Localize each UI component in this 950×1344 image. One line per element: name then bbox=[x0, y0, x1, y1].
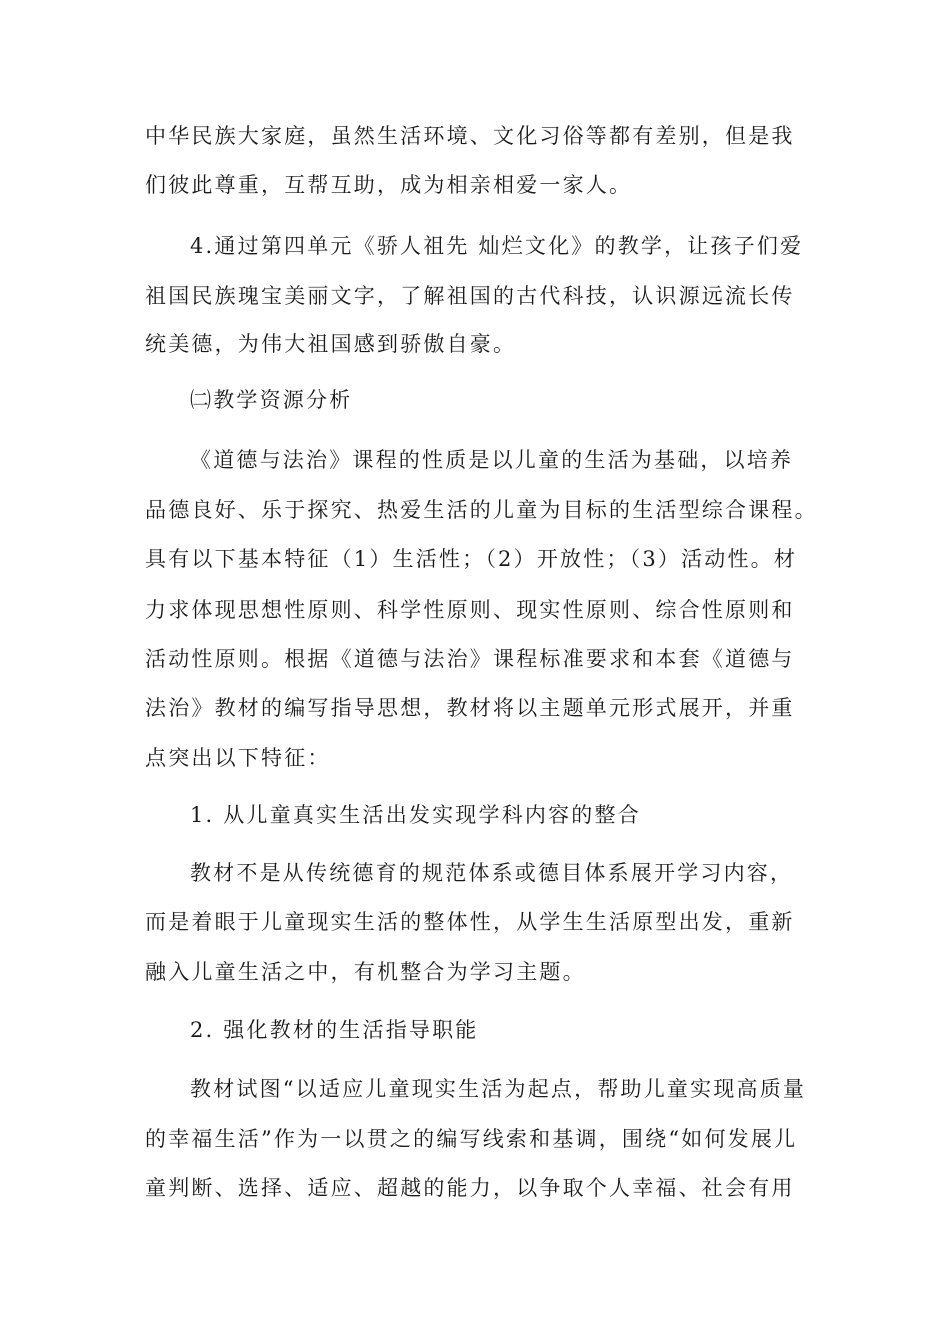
text-line: 活动性原则。根据《道德与法治》课程标准要求和本套《道德与 bbox=[145, 647, 795, 671]
text-line: 品德良好、乐于探究、热爱生活的儿童为目标的生活型综合课程。 bbox=[145, 498, 818, 522]
text-line: 中华民族大家庭，虽然生活环境、文化习俗等都有差别，但是我 bbox=[145, 124, 795, 148]
text-line: 法治》教材的编写指导思想，教材将以主题单元形式展开，并重 bbox=[145, 696, 795, 720]
text-line: 而是着眼于儿童现实生活的整体性，从学生生活原型出发，重新 bbox=[145, 910, 795, 934]
section-heading: ㈡教学资源分析 bbox=[190, 388, 353, 412]
text-line: 点突出以下特征： bbox=[145, 746, 331, 770]
text-line: 融入儿童生活之中，有机整合为学习主题。 bbox=[145, 960, 586, 984]
text-line: 的幸福生活”作为一以贯之的编写线索和基调，围绕“如何发展儿 bbox=[145, 1127, 798, 1151]
text-line: 祖国民族瑰宝美丽文字，了解祖国的古代科技，认识源远流长传 bbox=[145, 284, 795, 308]
text-line: 力求体现思想性原则、科学性原则、现实性原则、综合性原则和 bbox=[145, 598, 795, 622]
text-line: 4.通过第四单元《骄人祖先 灿烂文化》的教学，让孩子们爱 bbox=[190, 234, 804, 258]
text-line: 教材不是从传统德育的规范体系或德目体系展开学习内容， bbox=[190, 861, 794, 885]
text-line: 教材试图“以适应儿童现实生活为起点，帮助儿童实现高质量 bbox=[190, 1077, 807, 1101]
text-line: 《道德与法治》课程的性质是以儿童的生活为基础，以培养 bbox=[190, 448, 794, 472]
text-line: 具有以下基本特征（1）生活性；（2）开放性；（3）活动性。材 bbox=[145, 547, 798, 571]
text-line: 统美德，为伟大祖国感到骄傲自豪。 bbox=[145, 332, 517, 356]
text-line: 们彼此尊重，互帮互助，成为相亲相爱一家人。 bbox=[145, 173, 633, 197]
subsection-heading: 2. 强化教材的生活指导职能 bbox=[190, 1018, 479, 1042]
subsection-heading: 1. 从儿童真实生活出发实现学科内容的整合 bbox=[190, 803, 641, 827]
text-line: 童判断、选择、适应、超越的能力，以争取个人幸福、社会有用 bbox=[145, 1176, 795, 1200]
